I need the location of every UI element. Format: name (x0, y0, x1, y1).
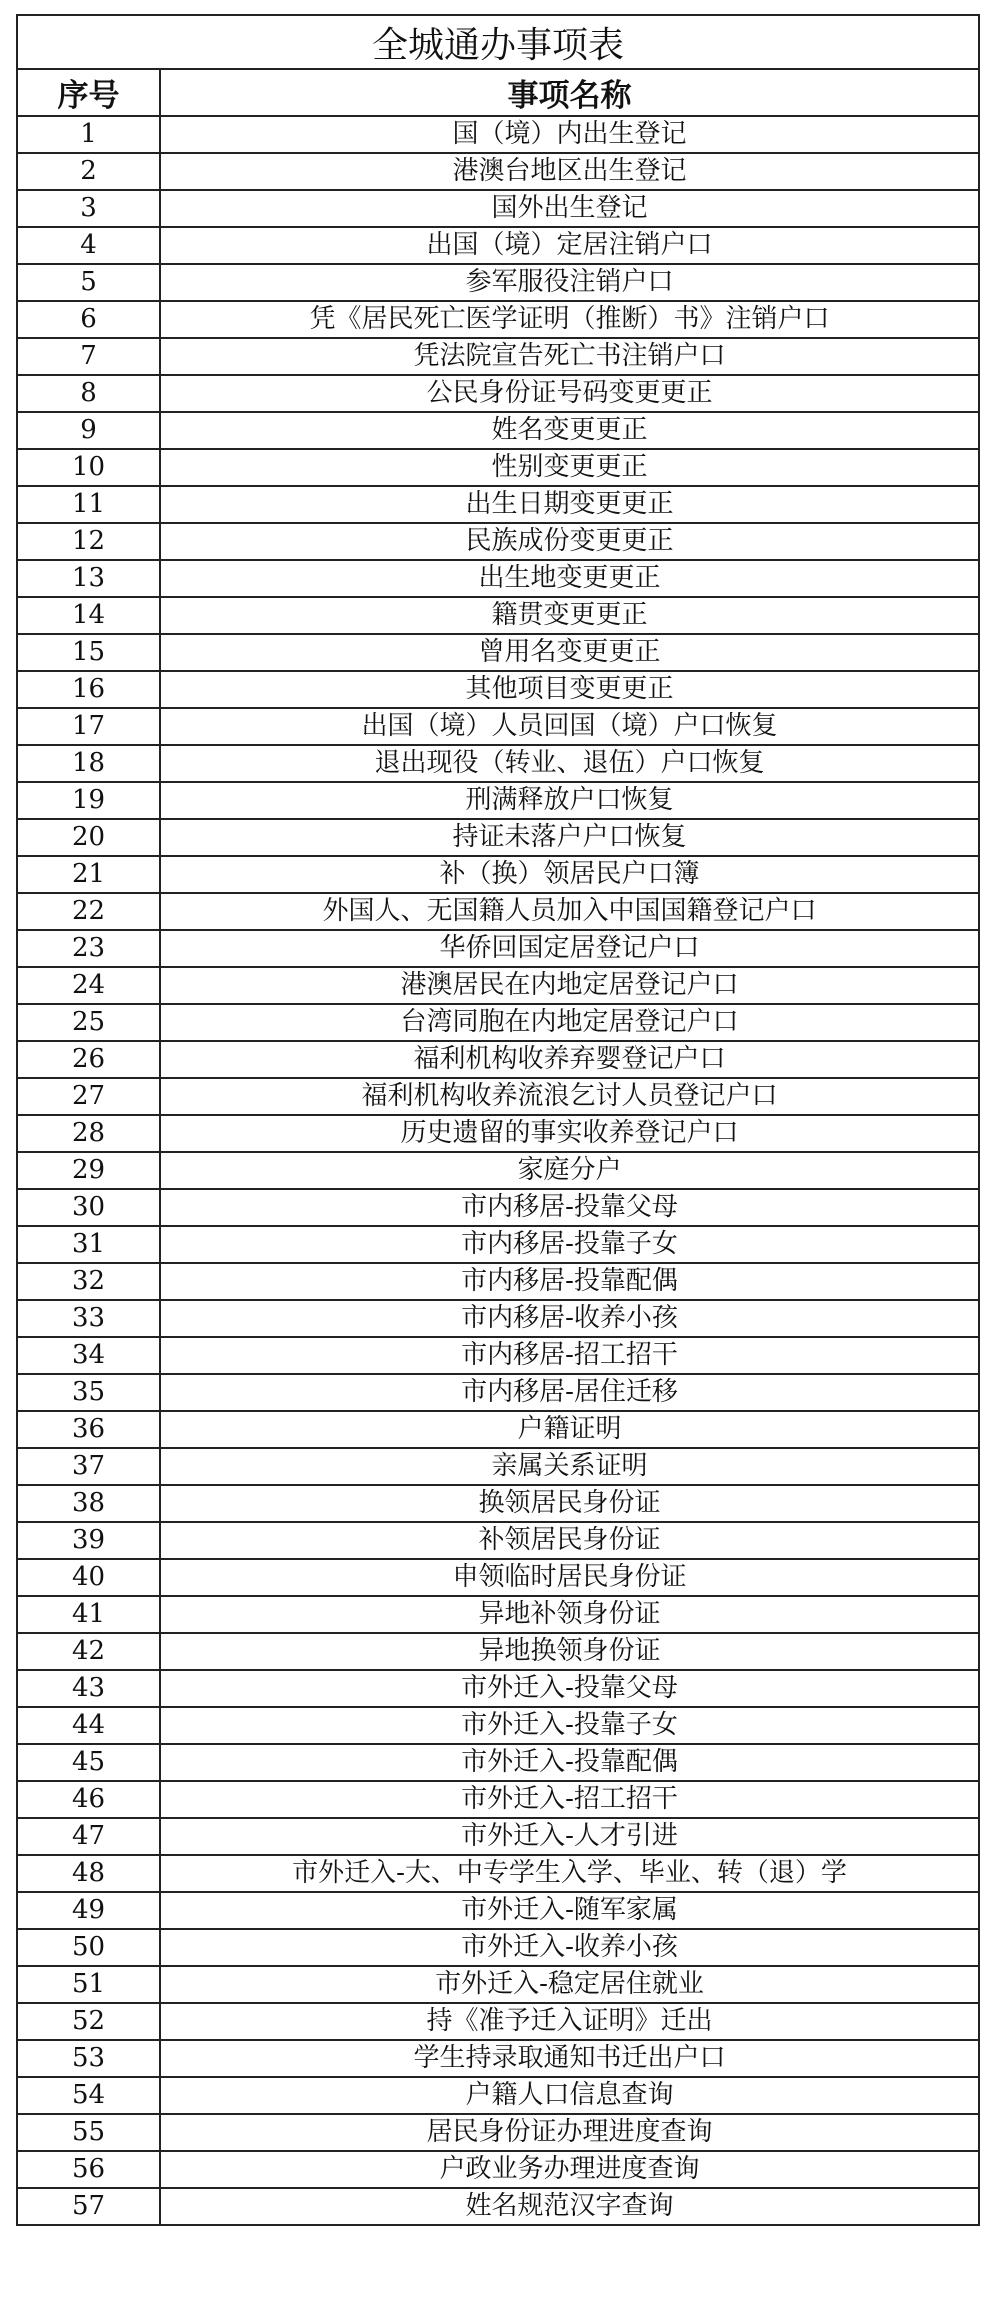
item-name: 退出现役（转业、退伍）户口恢复 (160, 745, 979, 782)
table-row (17, 782, 979, 819)
table-row (17, 264, 979, 301)
table-row (17, 116, 979, 153)
item-name: 家庭分户 (160, 1152, 979, 1189)
item-name: 其他项目变更更正 (160, 671, 979, 708)
row-number: 44 (17, 1707, 160, 1744)
row-number: 25 (17, 1004, 160, 1041)
table-row (17, 1966, 979, 2003)
table-row (17, 1559, 979, 1596)
table-row (17, 2077, 979, 2114)
item-name: 出国（境）人员回国（境）户口恢复 (160, 708, 979, 745)
item-name: 换领居民身份证 (160, 1485, 979, 1522)
item-name: 市内移居-投靠子女 (160, 1226, 979, 1263)
item-name: 国外出生登记 (160, 190, 979, 227)
row-number: 53 (17, 2040, 160, 2077)
row-number: 57 (17, 2188, 160, 2225)
row-number: 47 (17, 1818, 160, 1855)
table-row (17, 671, 979, 708)
row-number: 12 (17, 523, 160, 560)
table-row (17, 597, 979, 634)
item-name: 市内移居-收养小孩 (160, 1300, 979, 1337)
row-number: 28 (17, 1115, 160, 1152)
table-row (17, 1596, 979, 1633)
item-name: 市内移居-投靠配偶 (160, 1263, 979, 1300)
table-row (17, 2151, 979, 2188)
item-name: 港澳居民在内地定居登记户口 (160, 967, 979, 1004)
item-name: 籍贯变更更正 (160, 597, 979, 634)
table-row (17, 486, 979, 523)
row-number: 21 (17, 856, 160, 893)
row-number: 30 (17, 1189, 160, 1226)
row-number: 22 (17, 893, 160, 930)
table-row (17, 1004, 979, 1041)
table-row (17, 1263, 979, 1300)
table-row (17, 930, 979, 967)
item-name: 户籍证明 (160, 1411, 979, 1448)
item-name: 凭法院宣告死亡书注销户口 (160, 338, 979, 375)
row-number: 38 (17, 1485, 160, 1522)
item-name: 市内移居-招工招干 (160, 1337, 979, 1374)
table-row (17, 634, 979, 671)
table-row (17, 560, 979, 597)
item-name: 市外迁入-收养小孩 (160, 1929, 979, 1966)
row-number: 34 (17, 1337, 160, 1374)
row-number: 20 (17, 819, 160, 856)
row-number: 14 (17, 597, 160, 634)
row-number: 1 (17, 116, 160, 153)
item-name: 持证未落户户口恢复 (160, 819, 979, 856)
row-number: 52 (17, 2003, 160, 2040)
table-row (17, 227, 979, 264)
item-name: 出国（境）定居注销户口 (160, 227, 979, 264)
item-name: 福利机构收养弃婴登记户口 (160, 1041, 979, 1078)
row-number: 17 (17, 708, 160, 745)
item-name: 市外迁入-随军家属 (160, 1892, 979, 1929)
row-number: 46 (17, 1781, 160, 1818)
item-name: 港澳台地区出生登记 (160, 153, 979, 190)
table-row (17, 1152, 979, 1189)
table-row (17, 1115, 979, 1152)
item-name: 户政业务办理进度查询 (160, 2151, 979, 2188)
table-row (17, 1078, 979, 1115)
item-name: 民族成份变更更正 (160, 523, 979, 560)
item-name: 曾用名变更更正 (160, 634, 979, 671)
table-row (17, 1374, 979, 1411)
item-name: 居民身份证办理进度查询 (160, 2114, 979, 2151)
row-number: 7 (17, 338, 160, 375)
table-row (17, 893, 979, 930)
table-row (17, 1226, 979, 1263)
item-name: 外国人、无国籍人员加入中国国籍登记户口 (160, 893, 979, 930)
row-number: 49 (17, 1892, 160, 1929)
row-number: 42 (17, 1633, 160, 1670)
row-number: 3 (17, 190, 160, 227)
table-row (17, 819, 979, 856)
row-number: 23 (17, 930, 160, 967)
item-name: 出生地变更更正 (160, 560, 979, 597)
column-header-name: 事项名称 (160, 69, 979, 116)
table-row (17, 856, 979, 893)
table-title: 全城通办事项表 (17, 15, 979, 69)
row-number: 37 (17, 1448, 160, 1485)
row-number: 24 (17, 967, 160, 1004)
row-number: 13 (17, 560, 160, 597)
table-row (17, 1189, 979, 1226)
row-number: 50 (17, 1929, 160, 1966)
table-row (17, 1744, 979, 1781)
row-number: 56 (17, 2151, 160, 2188)
item-name: 市内移居-投靠父母 (160, 1189, 979, 1226)
item-name: 户籍人口信息查询 (160, 2077, 979, 2114)
item-name: 华侨回国定居登记户口 (160, 930, 979, 967)
row-number: 15 (17, 634, 160, 671)
title-row (17, 15, 979, 69)
row-number: 31 (17, 1226, 160, 1263)
row-number: 33 (17, 1300, 160, 1337)
item-name: 凭《居民死亡医学证明（推断）书》注销户口 (160, 301, 979, 338)
item-name: 市外迁入-人才引进 (160, 1818, 979, 1855)
table-row (17, 708, 979, 745)
row-number: 48 (17, 1855, 160, 1892)
table-row (17, 2003, 979, 2040)
item-name: 补领居民身份证 (160, 1522, 979, 1559)
table-row (17, 745, 979, 782)
item-name: 国（境）内出生登记 (160, 116, 979, 153)
item-name: 性别变更更正 (160, 449, 979, 486)
header-row (17, 69, 979, 116)
table-row (17, 412, 979, 449)
row-number: 55 (17, 2114, 160, 2151)
item-name: 学生持录取通知书迁出户口 (160, 2040, 979, 2077)
row-number: 19 (17, 782, 160, 819)
table-row (17, 2040, 979, 2077)
table-body (17, 116, 979, 2225)
row-number: 16 (17, 671, 160, 708)
row-number: 29 (17, 1152, 160, 1189)
item-name: 异地补领身份证 (160, 1596, 979, 1633)
table-row (17, 1448, 979, 1485)
item-name: 历史遗留的事实收养登记户口 (160, 1115, 979, 1152)
row-number: 40 (17, 1559, 160, 1596)
table-row (17, 1485, 979, 1522)
item-name: 台湾同胞在内地定居登记户口 (160, 1004, 979, 1041)
row-number: 27 (17, 1078, 160, 1115)
table-row (17, 1337, 979, 1374)
item-name: 姓名规范汉字查询 (160, 2188, 979, 2225)
item-name: 申领临时居民身份证 (160, 1559, 979, 1596)
item-name: 福利机构收养流浪乞讨人员登记户口 (160, 1078, 979, 1115)
item-name: 亲属关系证明 (160, 1448, 979, 1485)
table-row (17, 1522, 979, 1559)
row-number: 32 (17, 1263, 160, 1300)
row-number: 18 (17, 745, 160, 782)
table-row (17, 2188, 979, 2225)
row-number: 4 (17, 227, 160, 264)
table-row (17, 190, 979, 227)
item-name: 补（换）领居民户口簿 (160, 856, 979, 893)
table-row (17, 1633, 979, 1670)
item-name: 市外迁入-投靠子女 (160, 1707, 979, 1744)
item-name: 参军服役注销户口 (160, 264, 979, 301)
table-row (17, 1781, 979, 1818)
item-name: 刑满释放户口恢复 (160, 782, 979, 819)
row-number: 43 (17, 1670, 160, 1707)
table-row (17, 449, 979, 486)
item-name: 出生日期变更更正 (160, 486, 979, 523)
table-row (17, 523, 979, 560)
services-table (16, 14, 980, 2226)
row-number: 26 (17, 1041, 160, 1078)
row-number: 36 (17, 1411, 160, 1448)
row-number: 54 (17, 2077, 160, 2114)
table-row (17, 967, 979, 1004)
row-number: 9 (17, 412, 160, 449)
item-name: 市外迁入-投靠父母 (160, 1670, 979, 1707)
table-row (17, 375, 979, 412)
table-row (17, 1670, 979, 1707)
table-row (17, 1855, 979, 1892)
column-header-no: 序号 (17, 69, 160, 116)
row-number: 51 (17, 1966, 160, 2003)
row-number: 41 (17, 1596, 160, 1633)
row-number: 8 (17, 375, 160, 412)
row-number: 11 (17, 486, 160, 523)
row-number: 45 (17, 1744, 160, 1781)
item-name: 市内移居-居住迁移 (160, 1374, 979, 1411)
table-row (17, 1892, 979, 1929)
table-row (17, 1707, 979, 1744)
table-row (17, 1300, 979, 1337)
table-row (17, 1818, 979, 1855)
table-row (17, 1929, 979, 1966)
row-number: 10 (17, 449, 160, 486)
item-name: 持《准予迁入证明》迁出 (160, 2003, 979, 2040)
item-name: 异地换领身份证 (160, 1633, 979, 1670)
item-name: 市外迁入-投靠配偶 (160, 1744, 979, 1781)
table-row (17, 2114, 979, 2151)
table-row (17, 301, 979, 338)
row-number: 6 (17, 301, 160, 338)
item-name: 公民身份证号码变更更正 (160, 375, 979, 412)
table-row (17, 153, 979, 190)
row-number: 2 (17, 153, 160, 190)
item-name: 市外迁入-招工招干 (160, 1781, 979, 1818)
row-number: 5 (17, 264, 160, 301)
table-row (17, 338, 979, 375)
row-number: 39 (17, 1522, 160, 1559)
row-number: 35 (17, 1374, 160, 1411)
item-name: 市外迁入-稳定居住就业 (160, 1966, 979, 2003)
item-name: 市外迁入-大、中专学生入学、毕业、转（退）学 (160, 1855, 979, 1892)
item-name: 姓名变更更正 (160, 412, 979, 449)
table-row (17, 1041, 979, 1078)
table-row (17, 1411, 979, 1448)
